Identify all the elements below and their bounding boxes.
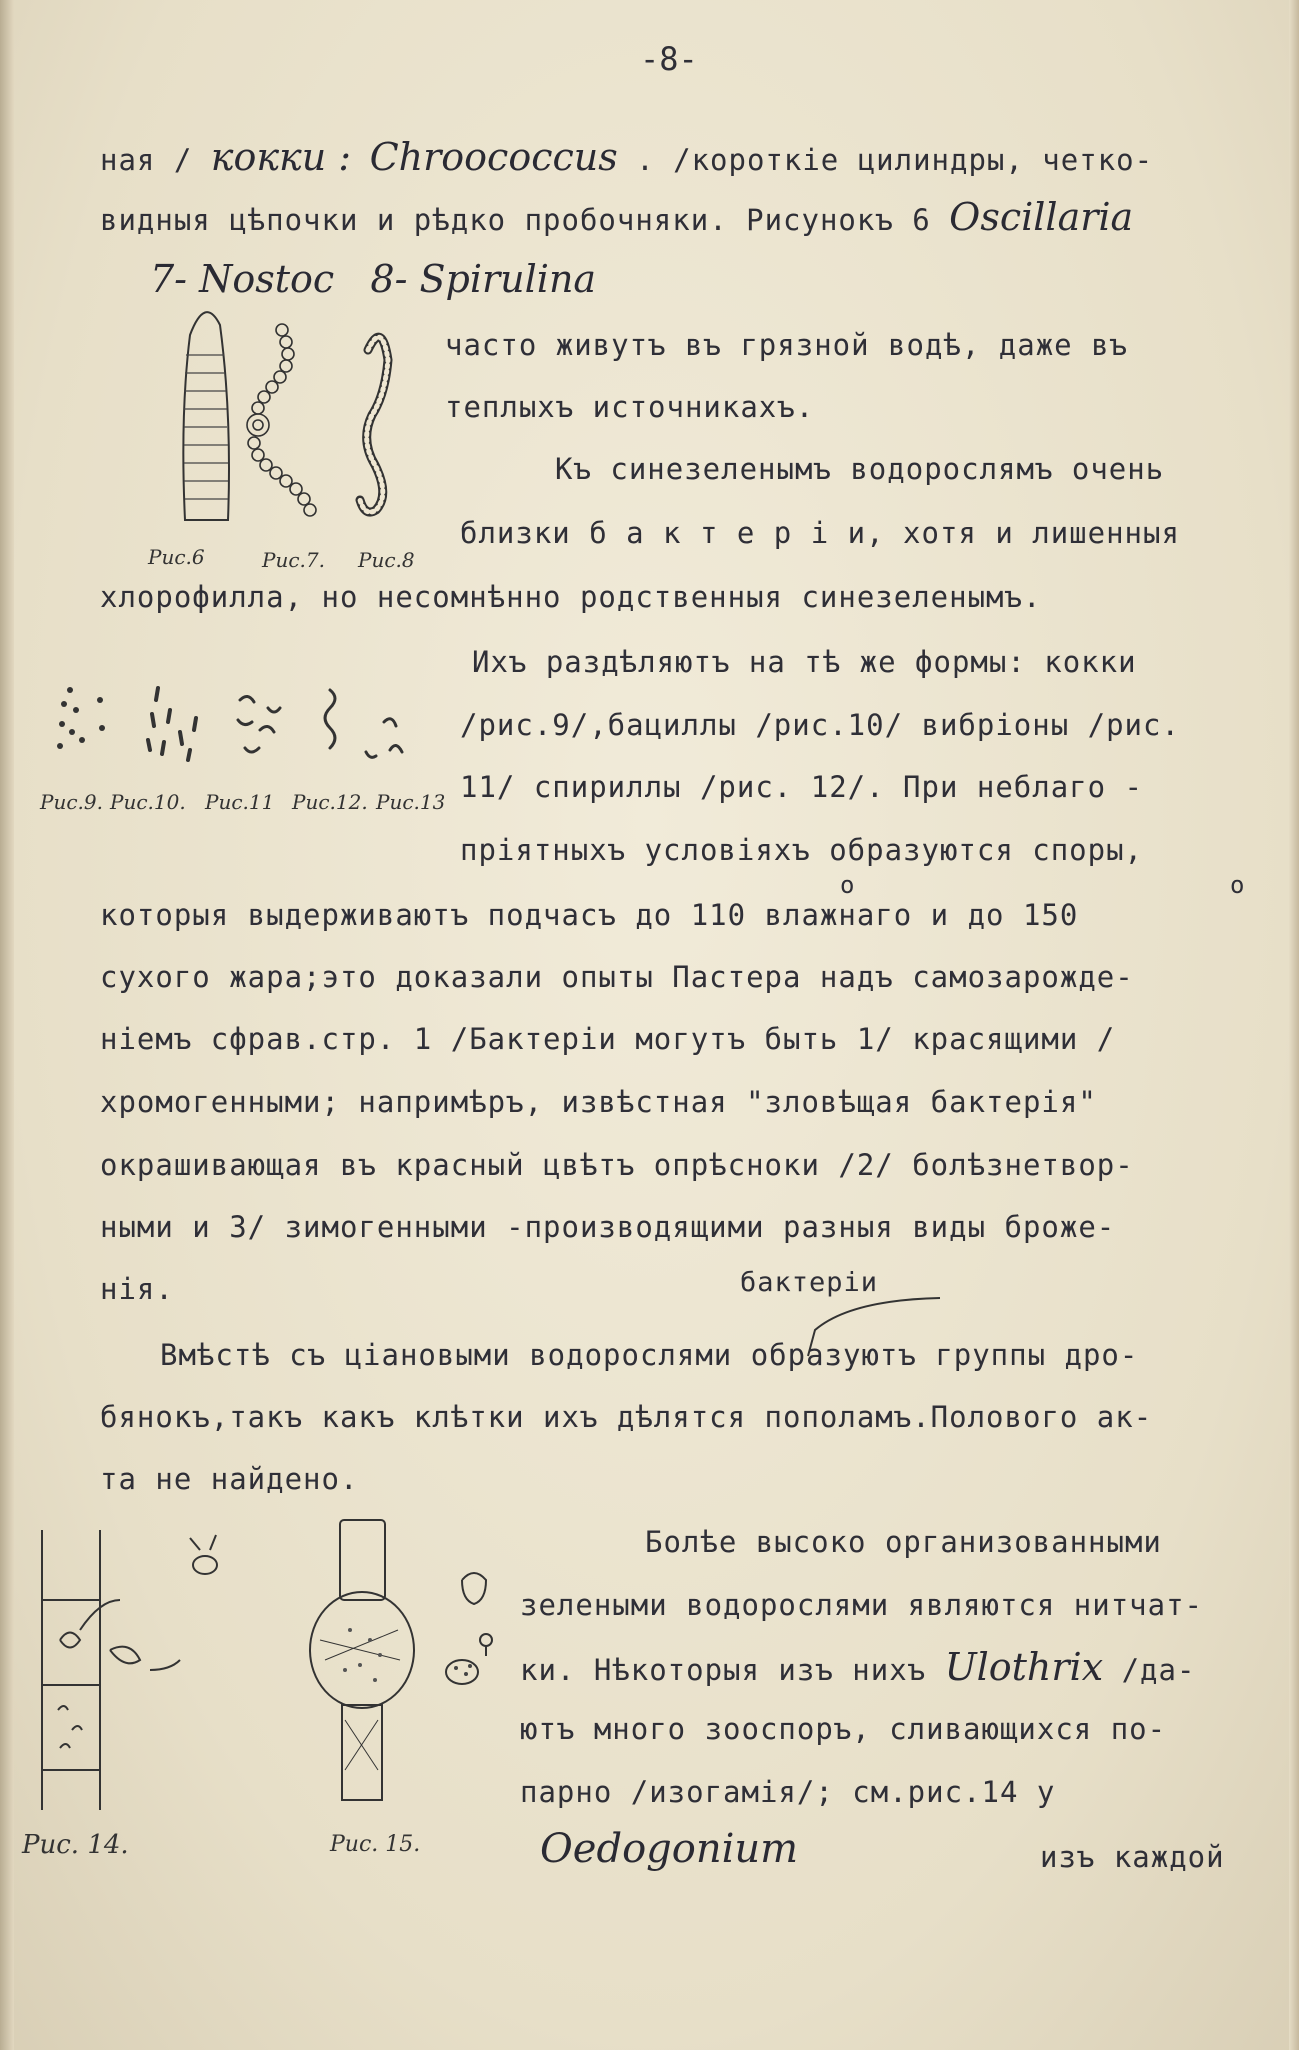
text-line-8: хлорофилла, но несомнѣнно родственныя синезеленымъ.	[100, 580, 1042, 614]
handwritten-ulothrix: Ulothrix	[944, 1645, 1104, 1689]
degree-mark-1: о	[840, 871, 856, 899]
figure-15	[300, 1510, 430, 1830]
text-line-28: изъ каждой	[1040, 1840, 1225, 1874]
page-number: -8-	[640, 40, 698, 78]
text-line-10: /рис.9/,бациллы /рис.10/ вибріоны /рис.	[460, 708, 1180, 742]
text-line-20: Вмѣстѣ съ ціановыми водорослями образуютъ группы дро-	[160, 1338, 1139, 1372]
text-line-15: ніемъ сфрав.стр. 1 /Бактеріи могутъ быть 1/ красящими /	[100, 1022, 1116, 1056]
line25-text-c: /да-	[1103, 1653, 1196, 1687]
caption-fig15: Рис. 15.	[330, 1832, 421, 1857]
text-line-5: теплыхъ источникахъ.	[445, 390, 815, 424]
bacteria-drawing-figures-9-13	[40, 670, 460, 780]
text-line-22: та не найдено.	[100, 1462, 359, 1496]
figure-9-13	[40, 670, 460, 780]
caption-fig8: Рис.8	[358, 548, 415, 572]
caption-fig12: Рис.12.	[292, 790, 368, 814]
line2-text-a: видныя цѣпочки и рѣдко пробочн	[100, 203, 654, 237]
page-edge-left	[0, 0, 14, 2050]
line2-text-c: . Рисунокъ 6	[709, 203, 931, 237]
caption-fig14: Рис. 14.	[22, 1830, 129, 1860]
text-line-9: Ихъ раздѣляютъ на тѣ же формы: кокки	[472, 645, 1137, 679]
zoospores-drawing	[440, 1560, 500, 1700]
text-line-1	[100, 135, 1154, 179]
caption-fig11: Рис.11	[205, 790, 275, 814]
line2-text-b: яки	[653, 203, 710, 237]
text-line-11: 11/ спириллы /рис. 12/. При неблаго -	[460, 770, 1144, 804]
handwritten-oscillaria: Oscillaria	[949, 195, 1134, 239]
figure-14	[20, 1520, 220, 1820]
line1-text-d: . /короткіе цилиндры, четко-	[636, 143, 1154, 177]
caption-fig6: Рис.6	[148, 545, 205, 569]
handwritten-nostoc: 7- Nostoc	[150, 257, 335, 301]
inserted-word-bacteria: бактеріи	[740, 1267, 879, 1298]
handwritten-spirulina: 8- Spirulina	[370, 257, 597, 301]
figure-zoospores	[440, 1560, 500, 1700]
handwritten-chroococcus: Chroococcus	[369, 135, 618, 179]
caption-fig9: Рис.9.	[40, 790, 103, 814]
text-line-13: которыя выдерживаютъ подчасъ до 110 влажнаго и до 150	[100, 898, 1079, 932]
handwritten-oedogonium: Oedogonium	[540, 1826, 799, 1872]
text-line-26: ютъ много зооспоръ, сливающихся по-	[520, 1712, 1167, 1746]
text-line-19: нія.	[100, 1272, 174, 1306]
caption-fig10: Рис.10.	[110, 790, 186, 814]
ulothrix-drawing-figure-14	[20, 1520, 220, 1820]
line25-text-a: ки. Нѣкоторыя изъ нихъ	[520, 1653, 927, 1687]
degree-mark-2: о	[1230, 871, 1246, 899]
line1-text-a: ная /	[100, 143, 193, 177]
caption-fig13: Рис.13	[376, 790, 446, 814]
oedogonium-drawing-figure-15	[300, 1510, 430, 1830]
figure-6-7-8	[150, 295, 440, 545]
text-line-17: окрашивающая въ красный цвѣтъ опрѣсноки /2/ болѣзнетвор-	[100, 1148, 1134, 1182]
handwritten-cocci: кокки :	[210, 135, 352, 179]
caption-fig7: Рис.7.	[262, 548, 325, 572]
page-edge-right	[1289, 0, 1299, 2050]
text-line-18: ными и 3/ зимогенными -производящими разныя виды броже-	[100, 1210, 1116, 1244]
text-line-2	[100, 195, 1134, 239]
text-line-6: Къ синезеленымъ водорослямъ очень	[555, 452, 1165, 486]
text-line-4: часто живутъ въ грязной водѣ, даже въ	[445, 328, 1129, 362]
text-line-23: Болѣе высоко организованными	[645, 1525, 1162, 1559]
text-line-7: близки б а к т е р і и, хотя и лишенныя	[460, 516, 1180, 550]
text-line-3	[150, 257, 597, 301]
text-line-16: хромогенными; напримѣръ, извѣстная "зловѣщая бактерія"	[100, 1085, 1097, 1119]
algae-drawing-figures-6-8	[150, 295, 440, 545]
text-line-24: зелеными водорослями являются нитчат-	[520, 1588, 1204, 1622]
text-line-27: парно /изогамія/; см.рис.14 у	[520, 1775, 1056, 1809]
text-line-25	[520, 1645, 1196, 1689]
text-line-12: пріятныхъ условіяхъ образуются споры,	[460, 833, 1144, 867]
text-line-21: бянокъ,такъ какъ клѣтки ихъ дѣлятся пополамъ.Полового ак-	[100, 1400, 1153, 1434]
text-line-14: сухого жара;это доказали опыты Пастера надъ самозарожде-	[100, 960, 1134, 994]
